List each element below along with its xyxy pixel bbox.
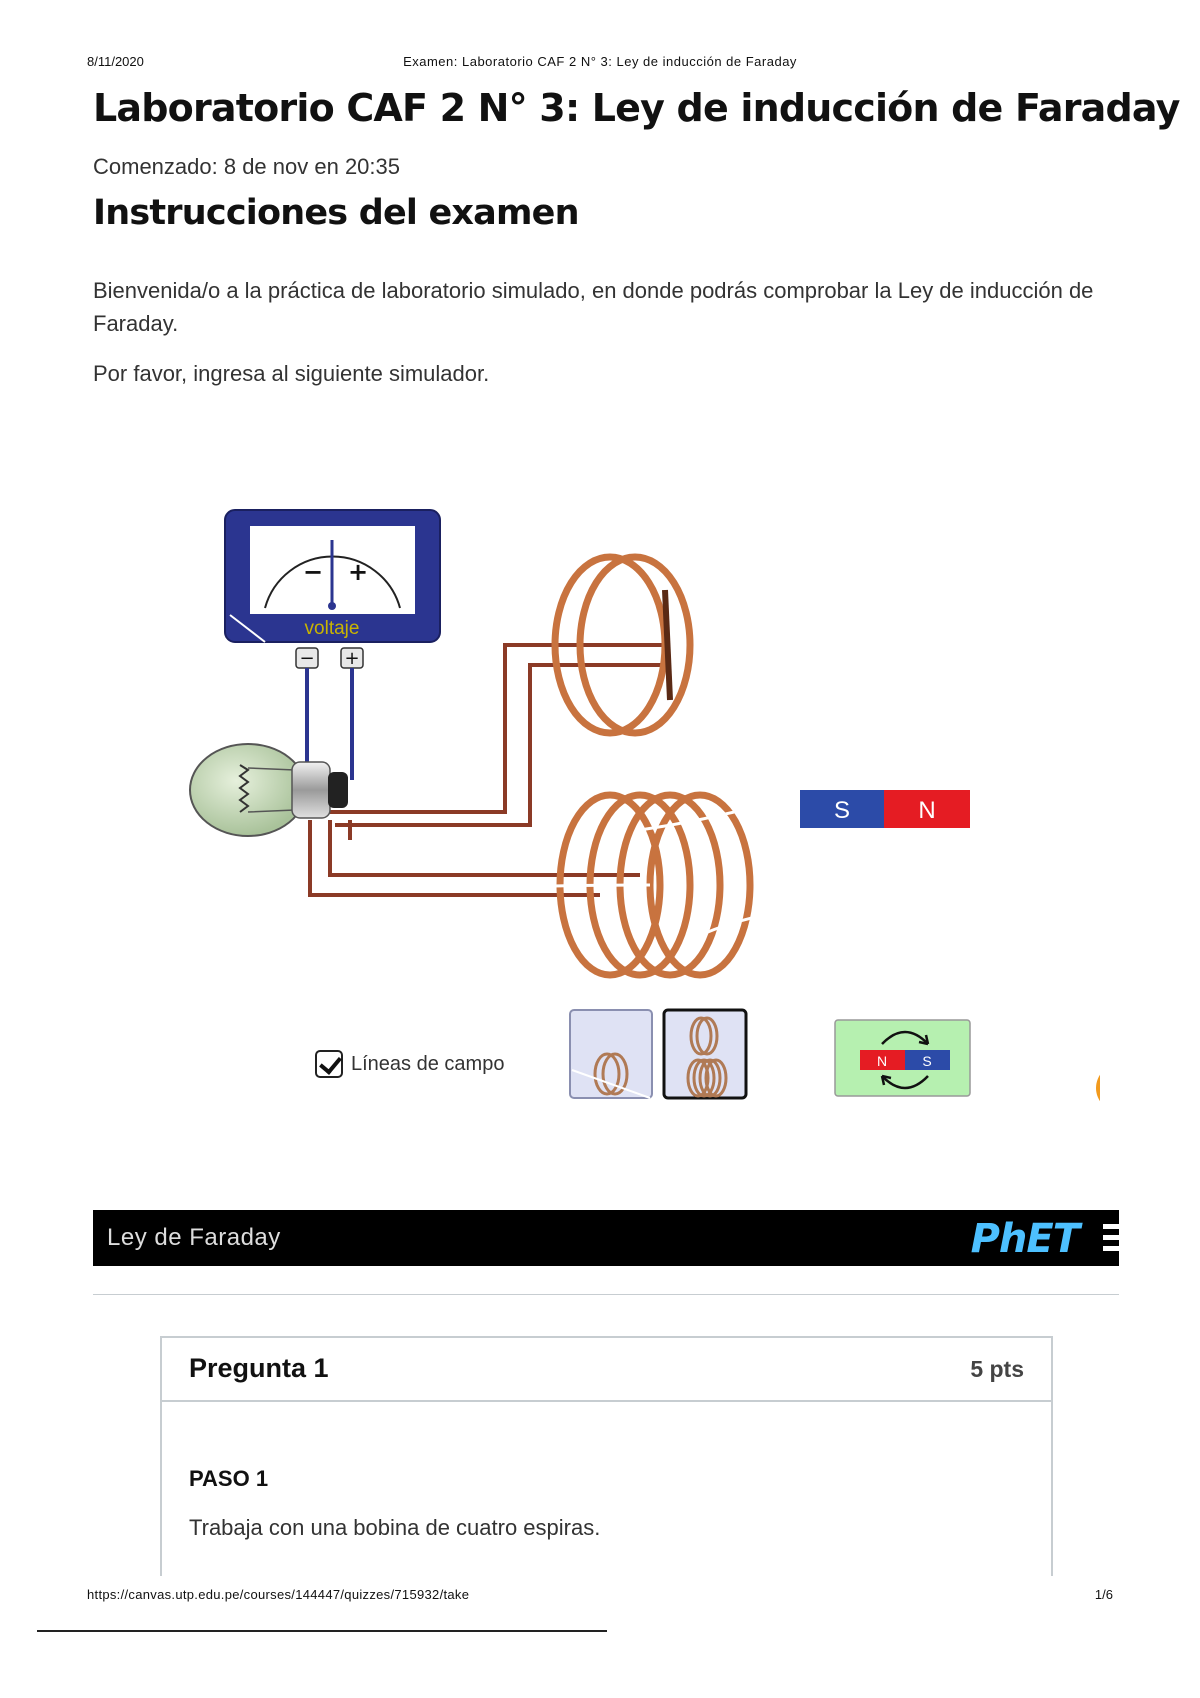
question-points: 5 pts — [970, 1356, 1024, 1382]
instructions-heading: Instrucciones del examen — [93, 193, 579, 233]
dial-minus: − — [303, 558, 324, 586]
bar-magnet[interactable] — [800, 790, 970, 828]
print-date: 8/11/2020 — [87, 54, 144, 69]
menu-icon[interactable] — [1103, 1224, 1119, 1252]
divider — [93, 1294, 1119, 1295]
voltmeter-label: voltaje — [304, 618, 360, 639]
phet-logo[interactable]: PhET — [970, 1216, 1079, 1262]
circuit-wires — [310, 645, 670, 895]
simulator-canvas[interactable] — [170, 500, 1130, 1140]
terminal-minus-sign: − — [299, 648, 315, 669]
one-coil-button[interactable] — [570, 1010, 652, 1098]
simulator-instruction: Por favor, ingresa al siguiente simulador. — [93, 361, 490, 386]
voltmeter[interactable] — [225, 510, 440, 669]
footer-page-number: 1/6 — [1094, 1587, 1113, 1602]
page-title: Laboratorio CAF 2 N° 3: Ley de inducción de Faraday — [93, 86, 1180, 130]
coil-upper-end — [665, 590, 670, 700]
flip-n-label: N — [876, 1053, 888, 1069]
started-timestamp: Comenzado: 8 de nov en 20:35 — [93, 154, 401, 179]
dial-plus: + — [348, 558, 369, 586]
needle-pivot — [328, 602, 336, 610]
print-doc-title: Examen: Laboratorio CAF 2 N° 3: Ley de inducción de Faraday — [403, 54, 797, 69]
print-header — [87, 54, 1113, 74]
question-title: Pregunta 1 — [189, 1353, 329, 1383]
magnet-n-label: N — [918, 797, 936, 824]
field-lines-checkbox[interactable] — [315, 1050, 343, 1078]
bottom-rule — [37, 1630, 607, 1632]
question-step: PASO 1 — [189, 1466, 269, 1491]
question-header — [162, 1338, 1051, 1402]
flip-s-label: S — [922, 1053, 932, 1069]
field-lines-label: Líneas de campo — [351, 1052, 505, 1075]
light-bulb — [190, 744, 348, 836]
question-card — [160, 1336, 1053, 1576]
welcome-paragraph: Bienvenida/o a la práctica de laboratorio simulado, en donde podrás comprobar la Ley de inducción de Faraday. — [93, 278, 1094, 336]
field-lines-toggle[interactable] — [315, 1050, 504, 1078]
two-coil-button[interactable] — [664, 1010, 746, 1098]
sim-name: Ley de Faraday — [107, 1224, 281, 1251]
terminal-plus-sign: + — [344, 648, 360, 669]
footer-url: https://canvas.utp.edu.pe/courses/144447/quizzes/715932/take — [87, 1587, 470, 1602]
faraday-simulator[interactable] — [170, 500, 1130, 1140]
print-footer — [87, 1587, 1113, 1607]
phet-navbar — [93, 1210, 1119, 1266]
question-text: Trabaja con una bobina de cuatro espiras. — [189, 1515, 601, 1540]
magnet-s-label: S — [833, 797, 851, 824]
flip-magnet-button[interactable] — [835, 1020, 970, 1096]
